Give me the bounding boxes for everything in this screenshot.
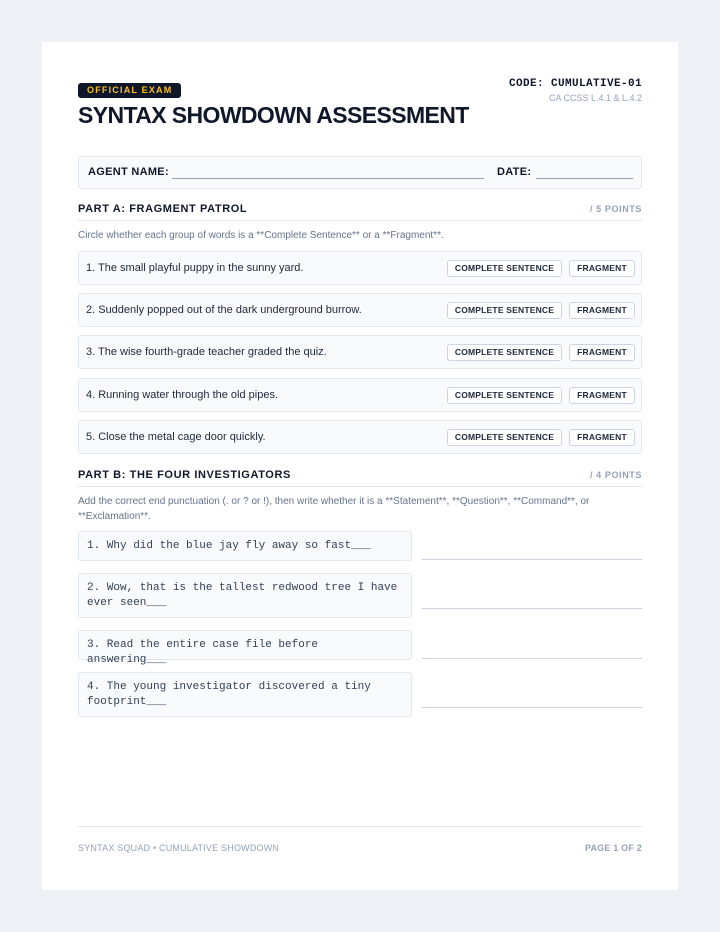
fragment-option[interactable]: FRAGMENT: [569, 387, 635, 404]
date-field[interactable]: [536, 178, 633, 179]
complete-sentence-option[interactable]: COMPLETE SENTENCE: [447, 260, 562, 277]
exam-code: CODE: CUMULATIVE-01: [508, 78, 642, 90]
answer-line[interactable]: [422, 658, 642, 659]
fragment-option[interactable]: FRAGMENT: [569, 302, 635, 319]
fragment-row: [78, 335, 642, 369]
investigator-sentence-box: 3. Read the entire case file before answering___: [78, 630, 412, 660]
page-number: PAGE 1 OF 2: [584, 843, 642, 853]
fragment-prompt: 5. Close the metal cage door quickly.: [86, 431, 266, 443]
official-exam-badge: OFFICIAL EXAM: [78, 83, 181, 98]
fragment-row: [78, 251, 642, 285]
part-a-instructions: Circle whether each group of words is a **Complete Sentence** or a **Fragment**.: [78, 230, 444, 241]
investigator-sentence-box: 1. Why did the blue jay fly away so fast___: [78, 531, 412, 561]
page-footer: [78, 826, 642, 856]
agent-name-field[interactable]: [172, 178, 484, 179]
complete-sentence-option[interactable]: COMPLETE SENTENCE: [447, 302, 562, 319]
part-b-header: [78, 469, 642, 487]
fragment-prompt: 2. Suddenly popped out of the dark underground burrow.: [86, 304, 362, 316]
footer-series-label: SYNTAX SQUAD • CUMULATIVE SHOWDOWN: [78, 843, 280, 853]
fragment-row: [78, 378, 642, 412]
part-a-points: / 5 POINTS: [589, 204, 642, 214]
investigator-sentence-box: 4. The young investigator discovered a tiny footprint___: [78, 672, 412, 717]
fragment-option[interactable]: FRAGMENT: [569, 260, 635, 277]
answer-line[interactable]: [422, 559, 642, 560]
fragment-option[interactable]: FRAGMENT: [569, 344, 635, 361]
agent-info-box: [78, 156, 642, 189]
part-a-header: [78, 203, 642, 221]
part-b-title: PART B: THE FOUR INVESTIGATORS: [78, 469, 291, 481]
complete-sentence-option[interactable]: COMPLETE SENTENCE: [447, 344, 562, 361]
fragment-row: [78, 420, 642, 454]
answer-line[interactable]: [422, 707, 642, 708]
fragment-prompt: 3. The wise fourth-grade teacher graded the quiz.: [86, 346, 327, 358]
standards-label: CA CCSS L.4.1 & L.4.2: [548, 93, 642, 103]
part-a-title: PART A: FRAGMENT PATROL: [78, 203, 248, 215]
complete-sentence-option[interactable]: COMPLETE SENTENCE: [447, 429, 562, 446]
fragment-row: [78, 293, 642, 327]
date-label: DATE:: [497, 166, 532, 178]
fragment-prompt: 4. Running water through the old pipes.: [86, 389, 279, 401]
agent-name-label: AGENT NAME:: [88, 166, 169, 178]
part-b-instructions: Add the correct end punctuation (. or ? or !), then write whether it is a **Statement**, **Question**, **Command**, or **Exclamation**.: [78, 496, 590, 522]
fragment-option[interactable]: FRAGMENT: [569, 429, 635, 446]
answer-line[interactable]: [422, 608, 642, 609]
fragment-prompt: 1. The small playful puppy in the sunny yard.: [86, 262, 304, 274]
page-title: SYNTAX SHOWDOWN ASSESSMENT: [78, 102, 469, 128]
worksheet-page: [42, 42, 678, 890]
complete-sentence-option[interactable]: COMPLETE SENTENCE: [447, 387, 562, 404]
investigator-sentence-box: 2. Wow, that is the tallest redwood tree I have ever seen___: [78, 573, 412, 618]
part-b-points: / 4 POINTS: [589, 470, 642, 480]
